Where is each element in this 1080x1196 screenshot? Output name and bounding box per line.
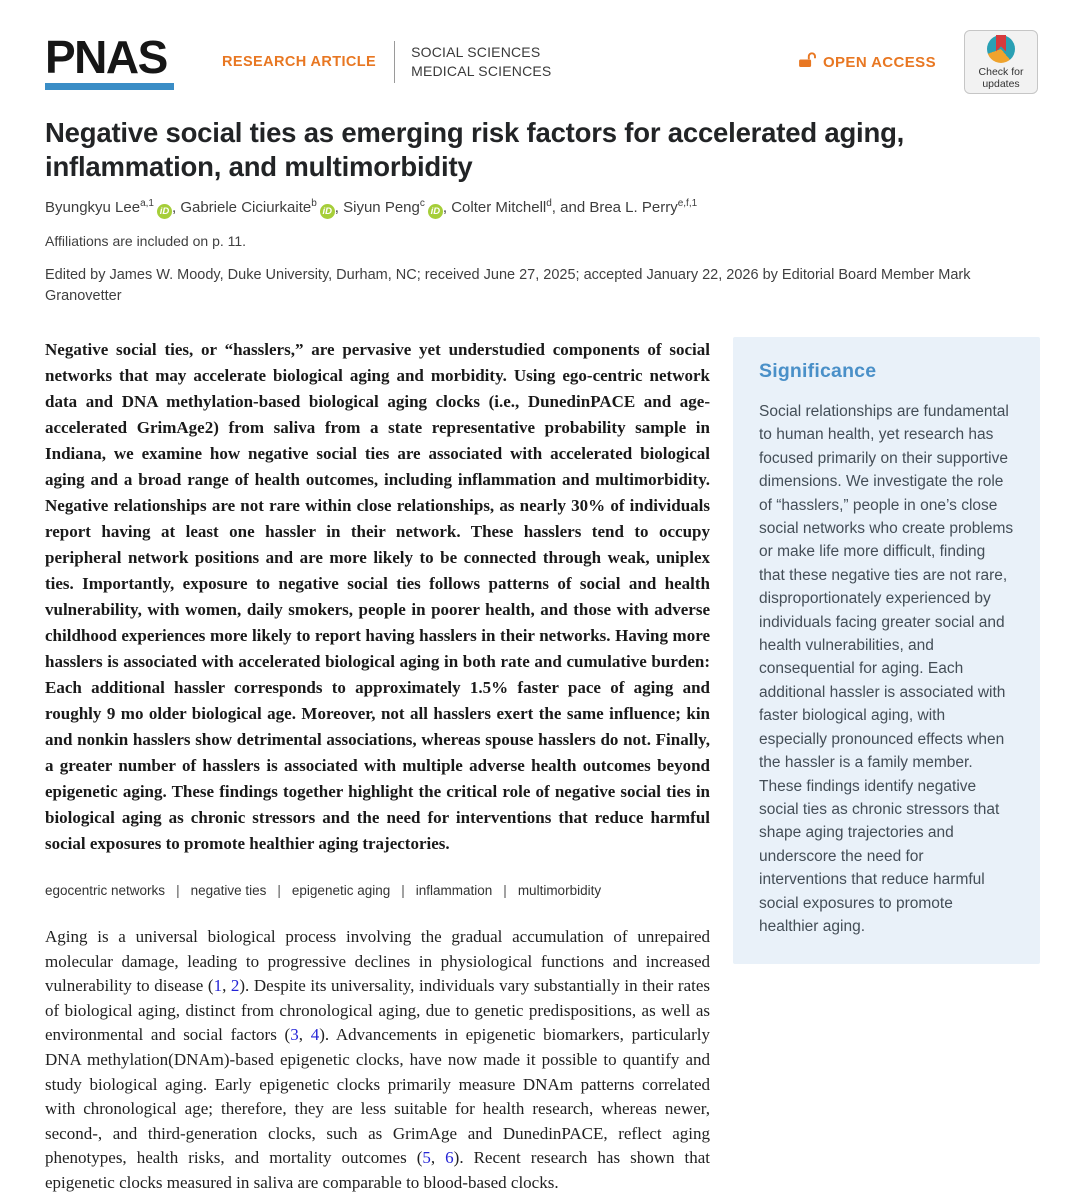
orcid-icon[interactable]: iD [320, 204, 335, 219]
author-name: Brea L. Perry [589, 199, 678, 216]
keyword-separator: | [277, 883, 281, 898]
significance-box [733, 337, 1040, 964]
citation-link[interactable]: 1 [213, 976, 223, 996]
author-name: Colter Mitchell [451, 199, 547, 216]
abstract-text: Negative social ties, or “hasslers,” are pervasive yet understudied components of social networks that may accelerate biological aging and morbidity. Using ego-centric network data and DNA methylation-based biological aging clocks (i.e., DunedinPACE and age-accelerated GrimAge2) from saliva from a state representative probability sample in Indiana, we examine how negative social ties are associated with accelerated biological aging and a broad range of health outcomes, including inflammation and multimorbidity. Negative relationships are not rare within close relationships, as nearly 30% of individuals report having at least one hassler in their network. These hasslers tend to occupy peripheral network positions and are more likely to be connected through weak, uniplex ties. Importantly, exposure to negative social ties follows patterns of social and health vulnerability, with women, daily smokers, people in poorer health, and those with adverse childhood experiences more likely to report having hasslers in their networks. Having more hasslers is associated with accelerated biological aging in both rate and cumulative burden: Each additional hassler corresponds to approximately 1.5% faster pace of aging and roughly 9 mo older biological age. Moreover, not all hasslers exert the same influence; kin and nonkin hasslers show detrimental associations, whereas spouse hasslers do not. Finally, a greater number of hasslers is associated with multiple adverse health outcomes beyond epigenetic aging. These findings together highlight the critical role of negative social ties in biological aging as chronic stressors and the need for interventions that reduce harmful social exposures to promote healthier aging trajectories. [45, 340, 710, 853]
keyword: negative ties [190, 883, 267, 898]
author-affiliation-sup: d [546, 198, 552, 209]
author-name: Byungkyu Lee [45, 199, 141, 216]
author-name: Siyun Peng [343, 199, 420, 216]
keyword-list [45, 883, 710, 898]
citation-link[interactable]: 4 [310, 1025, 320, 1045]
article-type-label: RESEARCH ARTICLE [222, 54, 377, 70]
keyword: egocentric networks [45, 883, 166, 898]
author-affiliation-sup: e,f,1 [677, 198, 698, 209]
keyword-separator: | [401, 883, 405, 898]
open-access-link[interactable] [799, 52, 936, 73]
header-divider [394, 41, 395, 83]
orcid-icon[interactable]: iD [428, 204, 443, 219]
left-column [45, 337, 710, 1196]
author-name: Gabriele Ciciurkaite [180, 199, 312, 216]
keyword: epigenetic aging [291, 883, 391, 898]
keyword: multimorbidity [517, 883, 602, 898]
pnas-logo-text: PNAS [45, 31, 167, 83]
orcid-icon[interactable]: iD [157, 204, 172, 219]
right-column [733, 337, 1040, 1196]
open-access-label: OPEN ACCESS [822, 53, 936, 71]
author-affiliation-sup: c [419, 198, 425, 209]
citation-link[interactable]: 5 [422, 1148, 431, 1168]
keyword: inflammation [415, 883, 493, 898]
section-label-social-sciences: SOCIAL SCIENCES [411, 44, 541, 60]
intro-paragraph: Aging is a universal biological process involving the gradual accumulation of unrepaired molecular damage, leading to progressive declines in physiological functions and increased vulnerability to disease (1, 2). Despite its universality, individuals vary substantially in their rates of biological aging, distinct from chronological aging, due to genetic predispositions, as well as environmental and social factors (3, 4). Advancements in epigenetic biomarkers, particularly DNA methylation(DNAm)-based epigenetic clocks, have now made it possible to quantify and study biological aging. Early epigenetic clocks primarily measure DNAm patterns correlated with chronological age; therefore, they are less suitable for health research, whereas newer, second-, and third-generation clocks, such as GrimAge and DunedinPACE, reflect aging phenotypes, health risks, and mortality outcomes (5, 6). Recent research has shown that epigenetic clocks measured in saliva are comparable to blood-based clocks. [45, 927, 711, 1192]
section-labels [411, 43, 551, 81]
check-updates-label: Check for updates [978, 65, 1024, 90]
article-title: Negative social ties as emerging risk factors for accelerated aging, inflammation, and multimorbidity [45, 117, 905, 182]
header-right [799, 30, 1038, 94]
citation-link[interactable]: 2 [230, 976, 240, 996]
main-content [45, 337, 1038, 1196]
citation-link[interactable]: 6 [445, 1148, 454, 1168]
citation-link[interactable]: 3 [290, 1025, 299, 1045]
significance-heading: Significance [759, 360, 877, 382]
edited-by-line: Edited by James W. Moody, Duke University, Durham, NC; received June 27, 2025; accepted January 22, 2026 by Editorial Board Member Mark Granovetter [45, 267, 971, 304]
author-affiliation-sup: a,1 [140, 198, 154, 209]
crossmark-icon [987, 35, 1015, 63]
pnas-logo[interactable] [45, 31, 174, 90]
pnas-logo-bar [45, 83, 174, 90]
affiliations-note: Affiliations are included on p. 11. [45, 233, 247, 249]
open-lock-icon [799, 52, 816, 73]
section-label-medical-sciences: MEDICAL SCIENCES [411, 63, 552, 79]
keyword-separator: | [503, 883, 507, 898]
significance-text: Social relationships are fundamental to human health, yet research has focused primarily on their supportive dimensions. We investigate the role of “hasslers,” people in one’s close social networks who create problems or make life more difficult, finding that these negative ties are not rare, disproportionately experienced by individuals facing greater social and health vulnerabilities, and consequential for aging. Each additional hassler is associated with faster biological aging, with especially pronounced effects when the hassler is a family member. These findings identify negative social ties as chronic stressors that shape aging trajectories and underscore the need for interventions that reduce harmful social exposures to promote healthier aging. [759, 403, 1014, 935]
keyword-separator: | [176, 883, 180, 898]
crossmark-bookmark-icon [996, 35, 1006, 52]
check-for-updates-badge[interactable] [964, 30, 1038, 94]
author-list: Byungkyu Lee$^{a,1}$iD , Gabriele Ciciurkaite$^b$iD , Siyun Peng$^c$iD , Colter Mitchell$^d$, and Brea L. Perry$^{e,f,1}$ [45, 198, 698, 217]
author-affiliation-sup: b [311, 198, 317, 209]
journal-header [45, 30, 1038, 94]
